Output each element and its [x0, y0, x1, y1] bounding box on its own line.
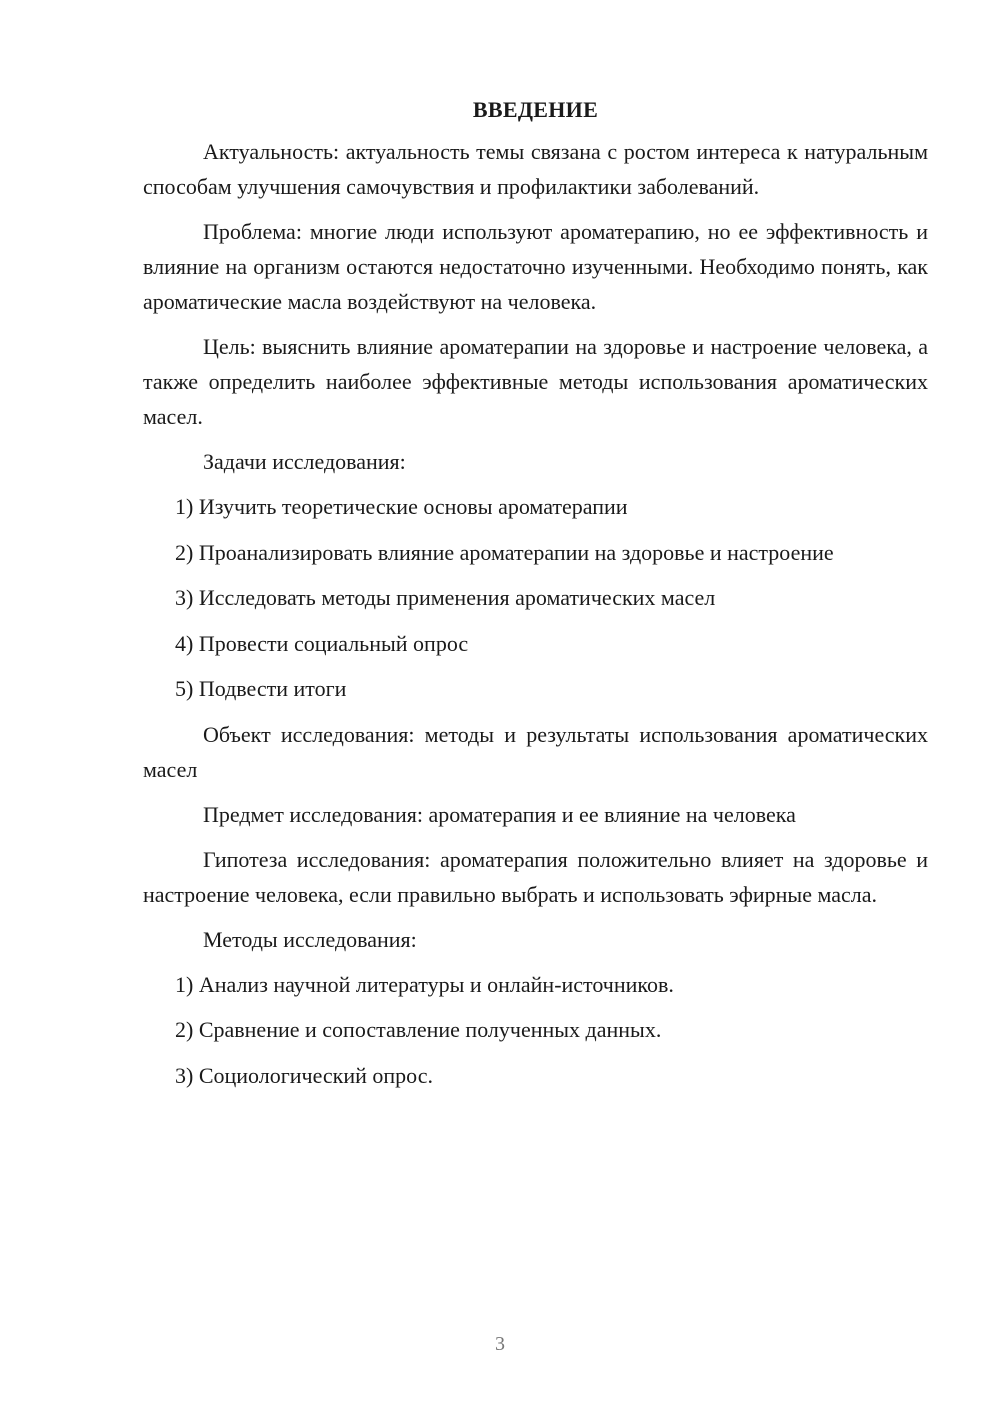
object-paragraph: Объект исследования: методы и результаты использования ароматических масел: [143, 721, 928, 782]
methods-list: [143, 967, 928, 1093]
subject-paragraph: Предмет исследования: ароматерапия и ее влияние на человека: [203, 801, 796, 827]
list-item: 5) Подвести итоги: [175, 676, 347, 701]
hypothesis-paragraph: Гипотеза исследования: ароматерапия положительно влияет на здоровье и настроение человека, если правильно выбрать и использовать эфирные масла.: [143, 846, 928, 907]
relevance-paragraph: Актуальность: актуальность темы связана с ростом интереса к натуральным способам улучшения самочувствия и профилактики заболеваний.: [143, 139, 928, 199]
document-page: [143, 96, 928, 1103]
goal-paragraph: Цель: выяснить влияние ароматерапии на здоровье и настроение человека, а также определить наиболее эффективные методы использования ароматических масел.: [143, 334, 928, 429]
list-item: 1) Изучить теоретические основы ароматерапии: [175, 494, 628, 519]
tasks-label: Задачи исследования:: [203, 449, 406, 474]
page-title: ВВЕДЕНИЕ: [472, 97, 599, 122]
methods-label: Методы исследования:: [203, 926, 417, 952]
list-item: 4) Провести социальный опрос: [175, 630, 469, 656]
list-item: 3) Исследовать методы применения ароматических масел: [175, 585, 716, 610]
tasks-list: [143, 489, 928, 706]
problem-paragraph: Проблема: многие люди используют ароматерапию, но ее эффективность и влияние на организм остаются недостаточно изученными. Необходимо понять, как ароматические масла воздействуют на человека.: [143, 219, 928, 314]
page-number: 3: [495, 1333, 505, 1355]
list-item: 2) Сравнение и сопоставление полученных данных.: [175, 1017, 662, 1042]
list-item: 1) Анализ научной литературы и онлайн-источников.: [175, 971, 674, 997]
list-item: 3) Социологический опрос.: [175, 1062, 433, 1088]
list-item: 2) Проанализировать влияние ароматерапии на здоровье и настроение: [175, 539, 834, 565]
